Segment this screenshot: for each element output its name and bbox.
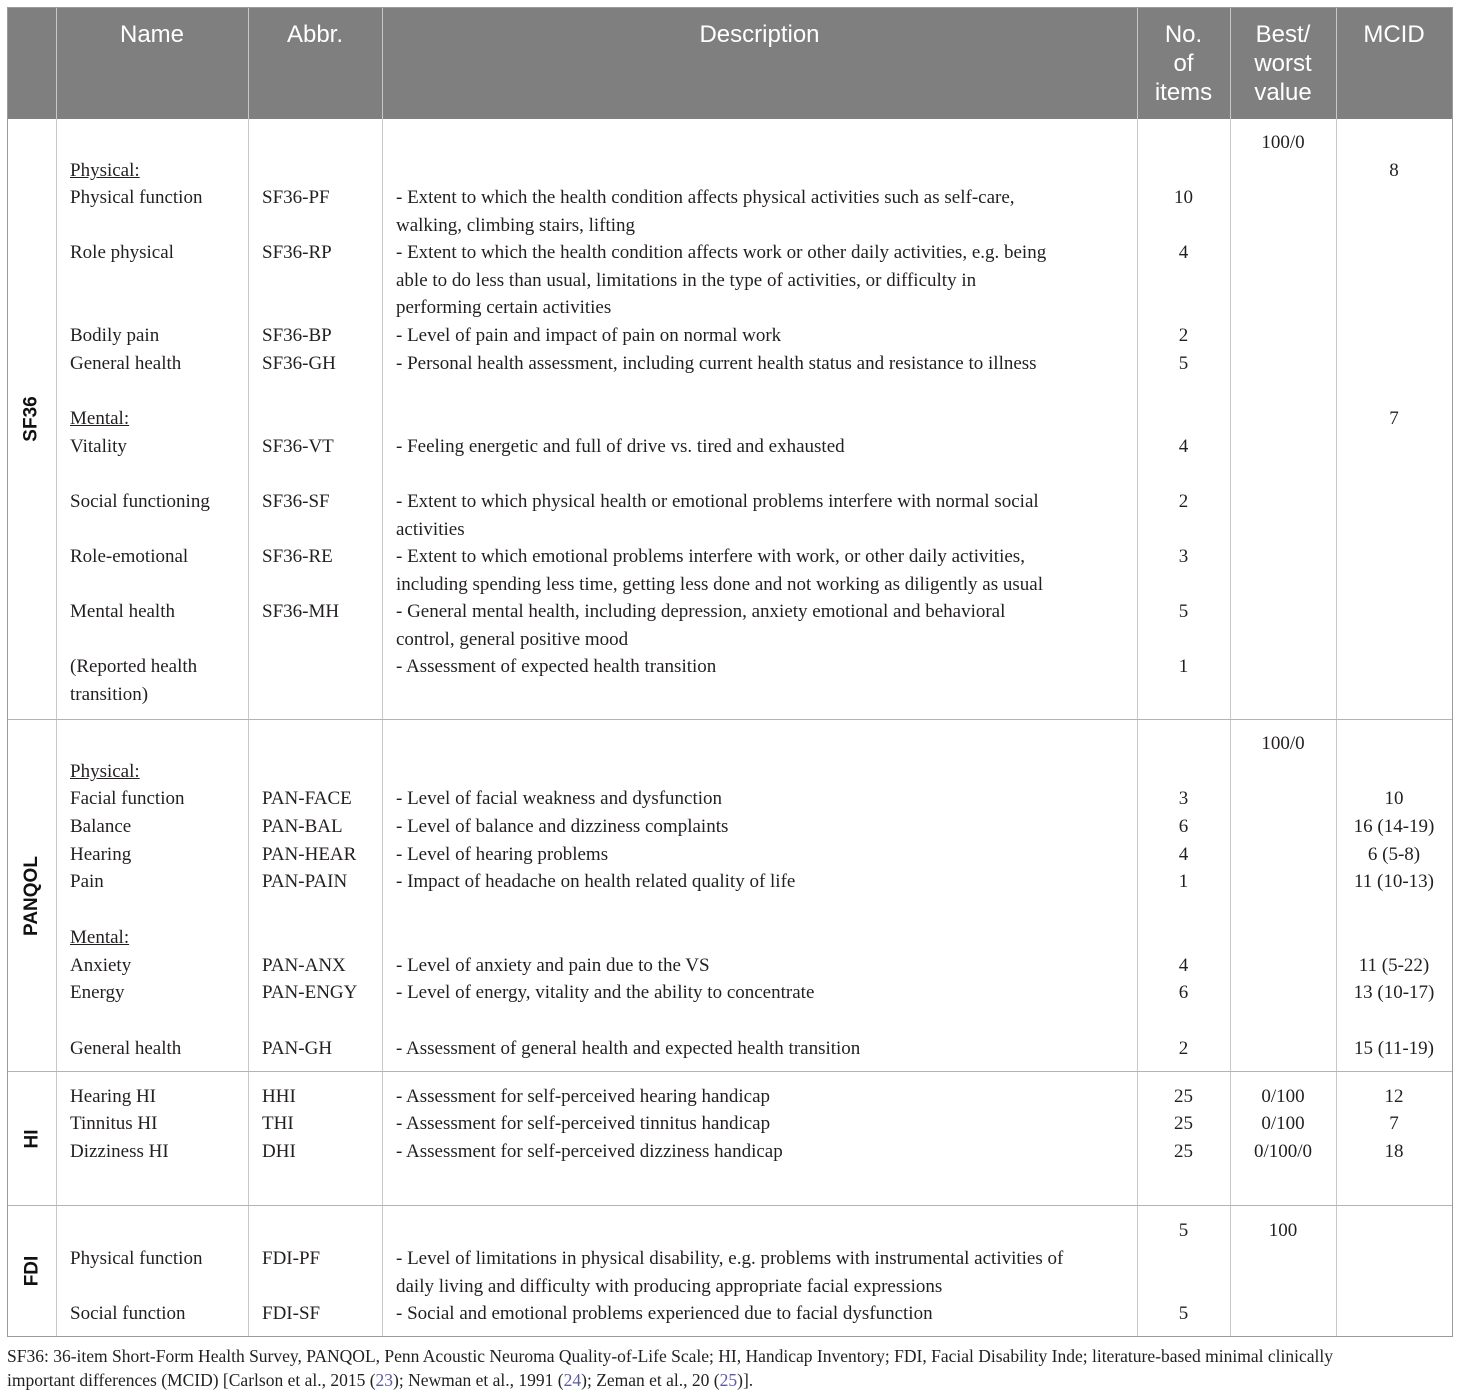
footnote-line: SF36: 36-item Short-Form Health Survey, PANQOL, Penn Acoustic Neuroma Quality-of-Life Scale; HI, Handicap Inventory; FDI, Facial Disability Inde; literature-based minimal clinically — [7, 1346, 1333, 1366]
table-row-name: Social functioning — [70, 491, 210, 512]
group-label-sf36 — [8, 119, 56, 719]
description-line: - Extent to which the health condition affects physical activities such as self-care, — [396, 187, 1015, 208]
table-row-items: 2 — [1178, 1038, 1189, 1059]
table-row-abbr: SF36-BP — [262, 325, 332, 346]
table-row-best-worst: 0/100 — [1261, 1113, 1305, 1134]
description-line: - Extent to which the health condition affects work or other daily activities, e.g. being — [396, 242, 1047, 263]
reference-link[interactable]: 25 — [719, 1370, 738, 1390]
reference-link[interactable]: 24 — [563, 1370, 582, 1390]
table-row-mcid: 18 — [1384, 1141, 1404, 1162]
measures-table — [7, 7, 1453, 1337]
table-row-name: General health — [70, 1038, 182, 1059]
table-row-description: - Level of anxiety and pain due to the VS — [396, 955, 710, 976]
table-row-description: - Level of energy, vitality and the ability to concentrate — [396, 982, 815, 1003]
table-row-name: Physical function — [70, 1248, 203, 1269]
table-row-abbr: PAN-PAIN — [262, 871, 348, 892]
table-row-items: 2 — [1178, 325, 1189, 346]
table-row-name: Hearing HI — [70, 1086, 156, 1107]
table-row-items: 4 — [1178, 844, 1189, 865]
table-row-abbr: SF36-VT — [262, 436, 334, 457]
table-row-mcid: 7 — [1389, 1113, 1399, 1134]
group-divider — [8, 719, 1452, 720]
name-line: (Reported health — [70, 656, 198, 677]
group-label-fdi — [8, 1206, 56, 1336]
table-row-name: Hearing — [70, 844, 132, 865]
table-header — [8, 8, 1452, 119]
table-row-items: 6 — [1178, 982, 1189, 1003]
header-items-line: No. — [1164, 21, 1203, 48]
table-row-abbr: SF36-SF — [262, 491, 330, 512]
description-line: - General mental health, including depression, anxiety emotional and behavioral — [396, 601, 1006, 622]
table-row-abbr: FDI-SF — [262, 1303, 321, 1324]
table-row-abbr: SF36-RP — [262, 242, 332, 263]
table-row-name: Mental health — [70, 601, 175, 622]
footnote-text: ); Newman et al., 1991 ( — [393, 1370, 564, 1390]
footnote-text: )]. — [737, 1370, 754, 1390]
table-row-description: - Assessment of general health and expected health transition — [396, 1038, 861, 1059]
table-footnote — [7, 1344, 1457, 1392]
table-row-description: - Assessment of expected health transition — [396, 656, 717, 677]
sf36-best-worst: 100/0 — [1261, 132, 1305, 153]
table-row-mcid: 15 (11-19) — [1353, 1038, 1435, 1059]
table-row-description: - Assessment for self-perceived tinnitus handicap — [396, 1113, 771, 1134]
table-row-abbr: FDI-PF — [262, 1248, 321, 1269]
table-row-abbr: PAN-HEAR — [262, 844, 357, 865]
table-row-abbr: PAN-GH — [262, 1038, 333, 1059]
group-label-text: FDI — [20, 1255, 42, 1287]
table-row-description — [396, 184, 1015, 239]
table-row-mcid: 13 (10-17) — [1353, 982, 1435, 1003]
table-row-abbr: SF36-MH — [262, 601, 340, 622]
table-row-description — [396, 1245, 1063, 1300]
group-label-text: PANQOL — [21, 855, 42, 936]
table-row-abbr: DHI — [262, 1141, 296, 1162]
table-row-name: General health — [70, 353, 182, 374]
header-mcid: MCID — [1363, 21, 1425, 48]
group-label-panqol — [8, 720, 56, 1071]
description-line: - Extent to which emotional problems interfere with work, or other daily activities, — [396, 546, 1025, 567]
description-line: activities — [396, 518, 465, 540]
table-row-description: - Level of balance and dizziness complaints — [396, 816, 729, 837]
table-row-name: Social function — [70, 1303, 186, 1324]
table-row-best-worst: 0/100 — [1261, 1086, 1305, 1107]
table-row-mcid: 11 (5-22) — [1358, 955, 1430, 976]
table-row-name: Physical function — [70, 187, 203, 208]
table-row-description — [396, 598, 1005, 653]
footnote-line — [7, 1368, 1457, 1392]
table-row-abbr: PAN-BAL — [262, 816, 343, 837]
table-row-mcid: 16 (14-19) — [1353, 816, 1435, 837]
table-row-best-worst: 0/100/0 — [1253, 1141, 1313, 1162]
panqol-physical-label: Physical: — [70, 761, 140, 782]
reference-link[interactable]: 23 — [375, 1370, 394, 1390]
fdi-items-top: 5 — [1178, 1220, 1189, 1241]
table-row-items: 6 — [1178, 816, 1189, 837]
table-row-items: 1 — [1178, 656, 1189, 677]
table-row-abbr: PAN-FACE — [262, 788, 352, 809]
footnote-text: ); Zeman et al., 20 ( — [581, 1370, 720, 1390]
description-line: - Level of limitations in physical disability, e.g. problems with instrumental activities of — [396, 1248, 1064, 1269]
table-row-description: - Assessment for self-perceived dizziness handicap — [396, 1141, 783, 1162]
table-row-items: 4 — [1178, 436, 1189, 457]
header-abbr: Abbr. — [286, 21, 344, 48]
table-row-description — [396, 488, 1039, 543]
header-best-worst — [1230, 20, 1336, 107]
panqol-best-worst: 100/0 — [1261, 733, 1305, 754]
column-divider — [56, 8, 57, 1336]
table-row-description: - Level of pain and impact of pain on normal work — [396, 325, 782, 346]
table-row-items: 25 — [1174, 1113, 1193, 1134]
header-best-worst-line: value — [1254, 79, 1312, 106]
table-row-mcid: 11 (10-13) — [1353, 871, 1435, 892]
table-row-name: Tinnitus HI — [70, 1113, 158, 1134]
table-row-items: 4 — [1178, 955, 1189, 976]
table-row-mcid: 6 (5-8) — [1367, 844, 1421, 865]
table-row-items: 2 — [1178, 491, 1189, 512]
table-row-name: Pain — [70, 871, 104, 892]
group-label-text: HI — [21, 1129, 42, 1148]
table-row-description: - Level of hearing problems — [396, 844, 609, 865]
table-row-items: 1 — [1178, 871, 1189, 892]
table-row-items: 25 — [1174, 1141, 1193, 1162]
description-line: able to do less than usual, limitations in the type of activities, or difficulty in — [396, 269, 977, 291]
table-row-mcid: 12 — [1384, 1086, 1404, 1107]
table-row-description: - Assessment for self-perceived hearing handicap — [396, 1086, 771, 1107]
table-row-name: Dizziness HI — [70, 1141, 169, 1162]
table-row-items: 25 — [1174, 1086, 1193, 1107]
table-row-name: Vitality — [70, 436, 127, 457]
fdi-best-worst: 100 — [1268, 1220, 1298, 1241]
table-row-description: - Feeling energetic and full of drive vs. tired and exhausted — [396, 436, 845, 457]
description-line: including spending less time, getting less done and not working as diligently as usual — [396, 573, 1043, 595]
header-items-line: items — [1154, 79, 1213, 106]
table-row-description: - Social and emotional problems experienced due to facial dysfunction — [396, 1303, 933, 1324]
table-row-description — [396, 239, 1046, 322]
description-line: performing certain activities — [396, 297, 612, 319]
table-row-abbr: SF36-PF — [262, 187, 330, 208]
table-row-items: 10 — [1174, 187, 1193, 208]
header-best-worst-line: Best/ — [1255, 21, 1311, 48]
table-row-abbr: PAN-ANX — [262, 955, 346, 976]
sf36-mental-mcid: 7 — [1389, 408, 1399, 429]
table-row-abbr: SF36-GH — [262, 353, 336, 374]
table-row-description: - Level of facial weakness and dysfunction — [396, 788, 723, 809]
table-row-name: Bodily pain — [70, 325, 160, 346]
header-name: Name — [119, 21, 185, 48]
table-row-items: 5 — [1178, 1303, 1189, 1324]
table-row-name — [70, 653, 197, 708]
table-row-description — [396, 543, 1043, 598]
description-line: control, general positive mood — [396, 628, 629, 650]
table-row-items: 3 — [1178, 788, 1189, 809]
group-divider — [8, 1205, 1452, 1206]
table-row-name: Anxiety — [70, 955, 132, 976]
sf36-physical-mcid: 8 — [1389, 160, 1399, 181]
table-row-abbr: THI — [262, 1113, 294, 1134]
name-line: transition) — [70, 683, 149, 705]
table-row-name: Energy — [70, 982, 125, 1003]
panqol-mental-label: Mental: — [70, 927, 130, 948]
header-items-line: of — [1173, 50, 1194, 77]
column-divider — [382, 8, 383, 1336]
header-best-worst-line: worst — [1254, 50, 1312, 77]
column-divider — [248, 8, 249, 1336]
header-description: Description — [699, 21, 820, 48]
table-row-description: - Personal health assessment, including current health status and resistance to illness — [396, 353, 1037, 374]
table-row-mcid: 10 — [1384, 788, 1404, 809]
description-line: daily living and difficulty with producing appropriate facial expressions — [396, 1275, 943, 1297]
group-label-text: SF36 — [20, 396, 42, 442]
sf36-physical-label: Physical: — [70, 160, 140, 181]
group-label-hi — [8, 1072, 56, 1205]
header-items — [1137, 20, 1230, 107]
group-divider — [8, 1071, 1452, 1072]
footnote-text: important differences (MCID) [Carlson et al., 2015 ( — [7, 1370, 376, 1390]
table-row-description: - Impact of headache on health related quality of life — [396, 871, 796, 892]
table-row-items: 4 — [1178, 242, 1189, 263]
table-row-abbr: HHI — [262, 1086, 296, 1107]
sf36-mental-label: Mental: — [70, 408, 130, 429]
description-line: walking, climbing stairs, lifting — [396, 214, 636, 236]
table-row-name: Balance — [70, 816, 132, 837]
table-row-items: 3 — [1178, 546, 1189, 567]
description-line: - Extent to which physical health or emotional problems interfere with normal social — [396, 491, 1039, 512]
table-row-items: 5 — [1178, 601, 1189, 622]
table-row-name: Role-emotional — [70, 546, 189, 567]
table-row-name: Role physical — [70, 242, 174, 263]
table-row-abbr: PAN-ENGY — [262, 982, 358, 1003]
table-row-items: 5 — [1178, 353, 1189, 374]
table-row-abbr: SF36-RE — [262, 546, 333, 567]
table-row-name: Facial function — [70, 788, 185, 809]
